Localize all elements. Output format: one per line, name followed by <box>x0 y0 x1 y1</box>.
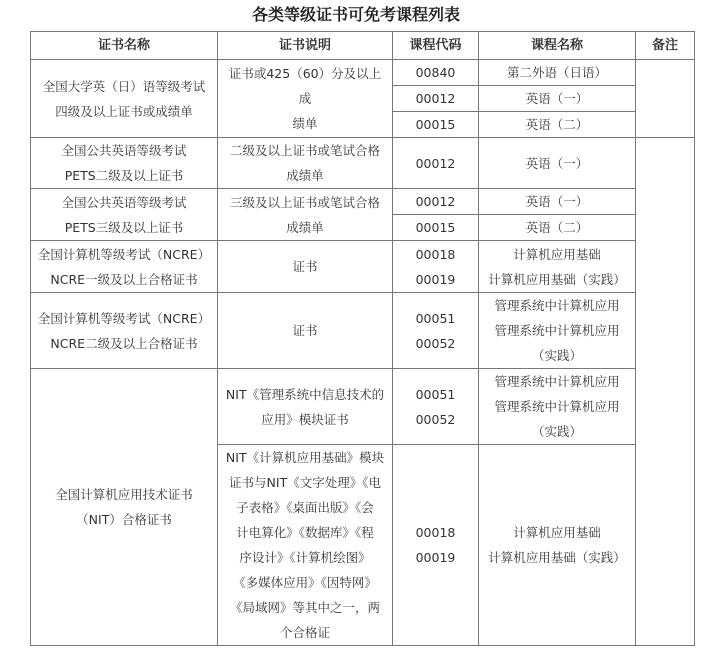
course-name: 计算机应用基础（实践） <box>488 271 626 287</box>
cert-desc-line: 二级及以上证书或笔试合格 <box>229 143 380 158</box>
cert-name-line: 全国计算机应用技术证书 <box>55 487 193 502</box>
cert-desc-cell <box>218 60 393 138</box>
course-code: 00052 <box>415 411 456 427</box>
cert-name-cell <box>31 60 218 138</box>
course-name-cell <box>479 369 636 445</box>
course-code-cell: 00840 <box>393 60 479 86</box>
course-code-cell <box>393 241 479 293</box>
page-title: 各类等级证书可免考课程列表 <box>251 5 460 24</box>
course-name: 计算机应用基础（实践） <box>488 550 626 565</box>
cert-name-line: 全国公共英语等级考试 <box>61 143 187 158</box>
course-name-cell <box>479 241 636 293</box>
course-name-cell: 英语（一） <box>479 86 636 112</box>
cert-name-line: PETS二级及以上证书 <box>64 168 184 183</box>
course-name-cell <box>479 293 636 369</box>
course-code: 00018 <box>415 246 456 262</box>
course-code: 00051 <box>415 386 456 402</box>
course-name-cell: 英语（一） <box>479 138 636 189</box>
course-code-cell: 00012 <box>393 189 479 215</box>
course-name-cell: 英语（二） <box>479 215 636 241</box>
cert-name-line: 全国计算机等级考试（NCRE） <box>37 310 211 326</box>
cert-desc-cell <box>218 138 393 189</box>
course-name-cell <box>479 445 636 646</box>
cert-desc-line: 序设计》《计算机绘图》 <box>239 550 371 565</box>
cert-desc-line: NIT《计算机应用基础》模块 <box>225 450 385 465</box>
remarks-cell <box>636 60 695 138</box>
cert-name-line: NCRE二级及以上合格证书 <box>50 335 198 351</box>
cert-name-line: 全国计算机等级考试（NCRE） <box>37 246 211 262</box>
course-name-cell: 第二外语（日语） <box>479 60 636 86</box>
cert-desc-line: 证书或425（60）分及以上成 <box>228 66 382 106</box>
cert-desc-line: NIT《管理系统中信息技术的 <box>225 386 385 402</box>
header-remarks: 备注 <box>636 32 695 60</box>
header-course-code: 课程代码 <box>393 32 479 60</box>
course-code-cell: 00015 <box>393 112 479 138</box>
table-row <box>31 138 695 189</box>
cert-desc-cell <box>218 189 393 241</box>
cert-name-line: PETS三级及以上证书 <box>64 219 184 235</box>
header-cert-name: 证书名称 <box>31 32 218 60</box>
cert-name-cell <box>31 138 218 189</box>
course-name-cell: 英语（一） <box>479 189 636 215</box>
cert-desc-line: 子表格》《桌面出版》《会 <box>236 500 374 515</box>
cert-desc-cell: 证书 <box>218 293 393 369</box>
cert-desc-line: 成绩单 <box>286 168 324 183</box>
course-code-cell: 00012 <box>393 138 479 189</box>
remarks-cell <box>636 138 695 646</box>
cert-desc-line: 《局域网》等其中之一，两 <box>229 600 380 615</box>
course-name: 管理系统中计算机应用 <box>494 323 620 338</box>
course-name: 管理系统中计算机应用 <box>494 399 620 414</box>
course-name: （实践） <box>531 348 582 363</box>
course-code: 00052 <box>415 335 456 351</box>
course-code-cell <box>393 445 479 646</box>
course-code-cell <box>393 369 479 445</box>
cert-desc-cell <box>218 369 393 445</box>
cert-desc-line: 个合格证 <box>279 625 330 640</box>
cert-name-line: 全国公共英语等级考试 <box>61 194 187 210</box>
course-code: 00018 <box>415 525 456 540</box>
cert-name-line: （NIT）合格证书 <box>76 512 172 527</box>
course-code: 00019 <box>415 271 456 287</box>
course-code-cell <box>393 293 479 369</box>
course-code: 00019 <box>415 550 456 565</box>
table-row <box>31 189 695 215</box>
cert-name-line: 四级及以上证书或成绩单 <box>55 103 193 119</box>
cert-desc-cell <box>218 445 393 646</box>
table-row <box>31 60 695 86</box>
cert-name-line: 全国大学英（日）语等级考试 <box>42 78 206 94</box>
course-name: 计算机应用基础 <box>513 525 601 540</box>
table-header-row <box>31 32 695 60</box>
cert-desc-cell: 证书 <box>218 241 393 293</box>
course-code: 00051 <box>415 310 456 326</box>
table-row <box>31 293 695 369</box>
cert-name-cell <box>31 241 218 293</box>
cert-name-cell <box>31 369 218 646</box>
cert-name-cell <box>31 189 218 241</box>
course-name: 计算机应用基础 <box>513 246 601 262</box>
course-code-cell: 00012 <box>393 86 479 112</box>
cert-desc-line: 三级及以上证书或笔试合格 <box>229 194 380 210</box>
table-row <box>31 369 695 445</box>
course-name: 管理系统中计算机应用 <box>494 298 620 313</box>
exemption-table <box>30 31 695 646</box>
header-cert-desc: 证书说明 <box>218 32 393 60</box>
cert-desc-line: 应用》模块证书 <box>261 411 349 427</box>
course-code-cell: 00015 <box>393 215 479 241</box>
cert-desc-line: 成绩单 <box>286 219 324 235</box>
course-name: （实践） <box>531 424 582 439</box>
cert-desc-line: 计电算化》《数据库》《程 <box>236 525 374 540</box>
cert-desc-line: 证书与NIT《文字处理》《电 <box>229 475 381 490</box>
header-course-name: 课程名称 <box>479 32 636 60</box>
cert-name-cell <box>31 293 218 369</box>
course-name: 管理系统中计算机应用 <box>494 374 620 389</box>
cert-desc-line: 绩单 <box>292 116 318 131</box>
table-row <box>31 241 695 293</box>
cert-desc-line: 《多媒体应用》《因特网》 <box>233 575 377 590</box>
cert-name-line: NCRE一级及以上合格证书 <box>50 271 198 287</box>
course-name-cell: 英语（二） <box>479 112 636 138</box>
